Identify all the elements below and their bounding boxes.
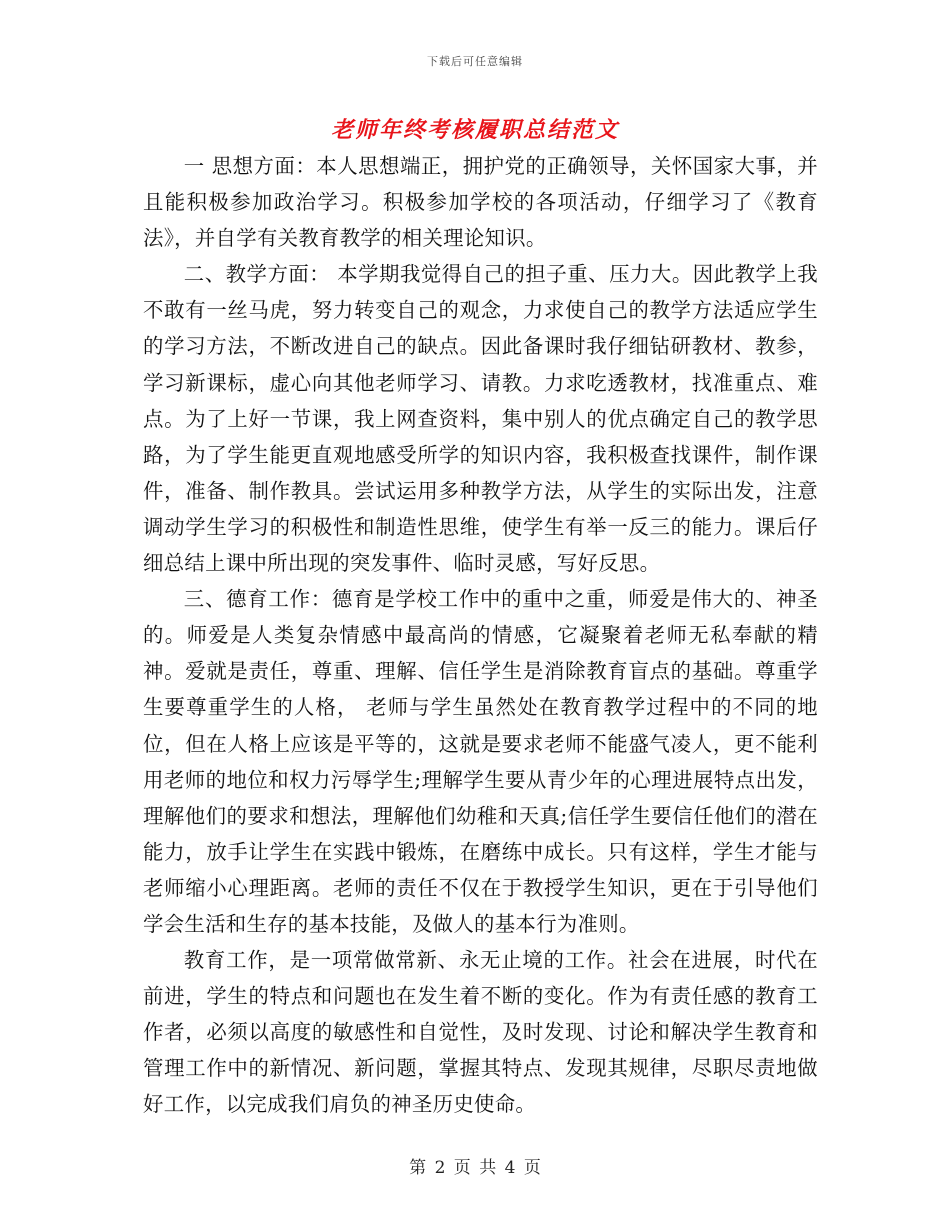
document-body	[143, 148, 818, 1123]
header-note: 下载后可任意编辑	[427, 55, 523, 68]
paragraph-moral-education: 三、德育工作：德育是学校工作中的重中之重，师爱是伟大的、神圣的。师爱是人类复杂情感中最高尚的情感，它凝聚着老师无私奉献的精神。爱就是责任，尊重、理解、信任学生是消除教育盲点的基础。尊重学生要尊重学生的人格， 老师与学生虽然处在教育教学过程中的不同的地位，但在人格上应该是平等的，这就是要求老师不能盛气凌人，更不能利用老师的地位和权力污辱学生;理解学生要从青少年的心理进展特点出发，理解他们的要求和想法，理解他们幼稚和天真;信任学生要信任他们的潜在能力，放手让学生在实践中锻炼，在磨练中成长。只有这样，学生才能与老师缩小心理距离。老师的责任不仅在于教授学生知识，更在于引导他们学会生活和生存的基本技能，及做人的基本行为准则。	[143, 587, 818, 936]
page-number: 第 2 页 共 4 页	[409, 1158, 541, 1178]
paragraph-thought: 一 思想方面：本人思想端正，拥护党的正确领导，关怀国家大事，并且能积极参加政治学习。积极参加学校的各项活动，仔细学习了《教育法》，并自学有关教育教学的相关理论知识。	[143, 154, 818, 251]
paragraph-teaching: 二、教学方面： 本学期我觉得自己的担子重、压力大。因此教学上我不敢有一丝马虎，努力转变自己的观念，力求使自己的教学方法适应学生的学习方法，不断改进自己的缺点。因此备课时我仔细钻研教材、教参，学习新课标，虚心向其他老师学习、请教。力求吃透教材，找准重点、难点。为了上好一节课，我上网查资料，集中别人的优点确定自己的教学思路，为了学生能更直观地感受所学的知识内容，我积极查找课件，制作课件，准备、制作教具。尝试运用多种教学方法，从学生的实际出发，注意调动学生学习的积极性和制造性思维，使学生有举一反三的能力。课后仔细总结上课中所出现的突发事件、临时灵感，写好反思。	[143, 262, 818, 576]
paragraph-education-work: 教育工作，是一项常做常新、永无止境的工作。社会在进展，时代在前进，学生的特点和问题也在发生着不断的变化。作为有责任感的教育工作者，必须以高度的敏感性和自觉性，及时发现、讨论和解决学生教育和管理工作中的新情况、新问题，掌握其特点、发现其规律，尽职尽责地做好工作，以完成我们肩负的神圣历史使命。	[143, 948, 818, 1117]
document-title: 老师年终考核履职总结范文	[330, 118, 619, 143]
